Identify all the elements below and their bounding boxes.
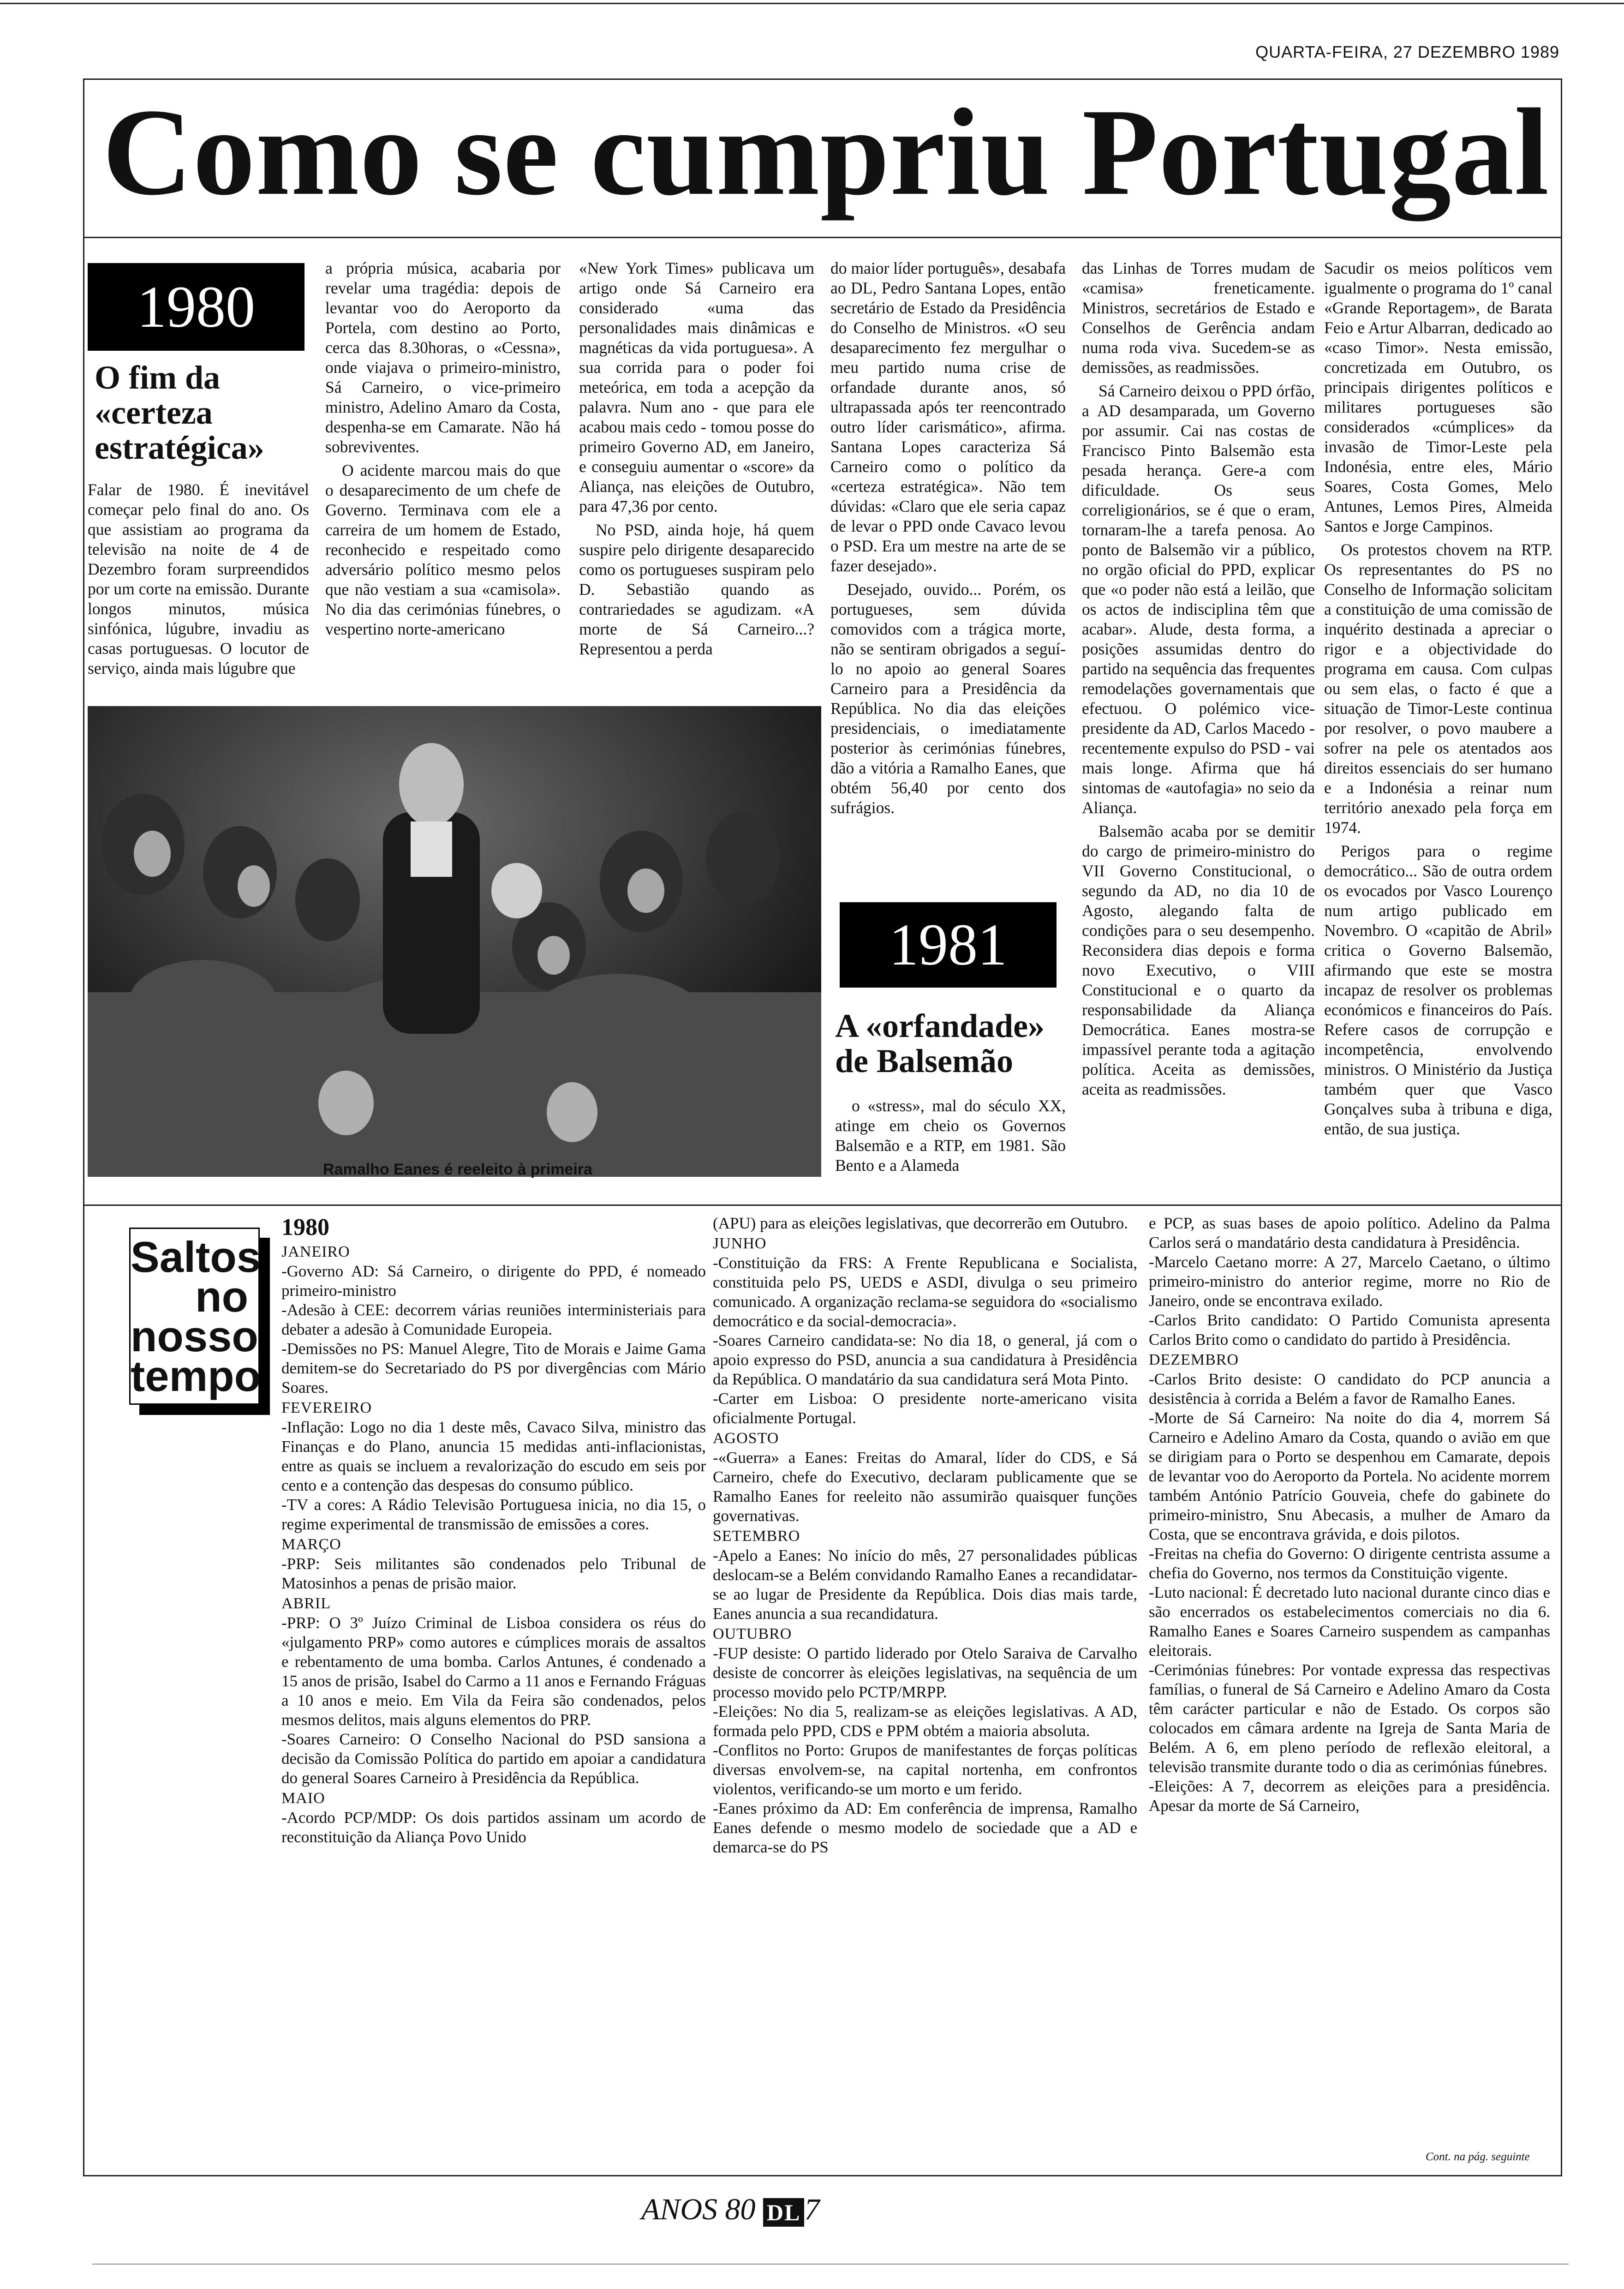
- timeline-item: -Conflitos no Porto: Grupos de manifestantes de forças políticas diversas envolvem-se, na capital nortenha, em confrontos violentos, verificando-se um morto e um ferido.: [713, 1741, 1137, 1798]
- paragraph: Perigos para o regime democrático... São de outra ordem os evocados por Vasco Lourenço num artigo publicado em Novembro. O «capitão de Abril» critica o Governo Balsemão, afirmando que este se mostra incapaz de resolver os problemas económicos e financeiros do País. Refere casos de corrupção e incompetência, envolvendo ministros. O Ministério da Justiça também quer que Vasco Gonçalves suba à tribuna e diga, então, de sua justiça.: [1324, 842, 1552, 1138]
- timeline-item: e PCP, as suas bases de apoio político. Adelino da Palma Carlos será o mandatário desta candidatura à Presidência.: [1149, 1214, 1550, 1252]
- year-box-1980: 1980: [88, 263, 304, 351]
- dateline: QUARTA-FEIRA, 27 DEZEMBRO 1989: [1255, 42, 1559, 61]
- article-column-3: [579, 258, 814, 692]
- timeline-item: -«Guerra» a Eanes: Freitas do Amaral, líder do CDS, e Sá Carneiro, chefe do Executivo, declaram publicamente que se Ramalho Eanes for reeleito não assumirão quaisquer funções governativas.: [713, 1449, 1137, 1525]
- paragraph: a própria música, acabaria por revelar uma tragédia: depois de levantar voo do Aeroporto da Portela, com destino ao Porto, cerca das 8.30horas, o «Cessna», onde viajava o primeiro-ministro, Sá Carneiro, o vice-primeiro ministro, Adelino Amaro da Costa, despenha-se em Camarate. Não há sobreviventes.: [325, 259, 561, 456]
- saltos-title-line: Saltos: [131, 1233, 261, 1281]
- timeline-item: -Carlos Brito candidato: O Partido Comunista apresenta Carlos Brito como o candidato do partido à Presidência.: [1149, 1311, 1550, 1348]
- paragraph: «New York Times» publicava um artigo onde Sá Carneiro era considerado «uma das personalidades mais dinâmicas e magnéticas da vida portuguesa». A sua corrida para o poder foi meteórica, em toda a acepção da palavra. Num ano - que para ele acabou mais cedo - tomou posse do primeiro Governo AD, em Janeiro, e conseguiu aumentar o «score» da Aliança, nas eleições de Outubro, para 47,36 por cento.: [579, 259, 814, 515]
- timeline-column-2: [713, 1214, 1137, 2164]
- continued-note: Cont. na pág. seguinte: [1426, 2151, 1530, 2163]
- paragraph: Balsemão acaba por se demitir do cargo de primeiro-ministro do VII Governo Constitucional, o segundo da AD, no dia 10 de Agosto, alegando falta de condições para o seu desempenho. Reconsidera dias depois e forma novo Executivo, o VIII Constitucional e o quarto da responsabilidade da Aliança Democrática. Eanes mostra-se impassível perante toda a agitação política. Aceita as demissões, aceita as readmissões.: [1082, 822, 1315, 1098]
- timeline-month: OUTUBRO: [713, 1625, 792, 1642]
- paragraph: Desejado, ouvido... Porém, os portugueses, sem dúvida comovidos com a trágica morte, não se sentiram obrigados a seguí-lo no apoio ao general Soares Carneiro para a Presidência da República. No dia das eleições presidenciais, o imediatamente posterior às cerimónias fúnebres, dão a vitória a Ramalho Eanes, que obtém 56,40 por cento dos sufrágios.: [830, 580, 1066, 817]
- timeline-item: -Carter em Lisboa: O presidente norte-americano visita oficialmente Portugal.: [713, 1390, 1137, 1427]
- article-column-5: [1082, 258, 1315, 1191]
- timeline-item: -Carlos Brito desiste: O candidato do PCP anuncia a desistência à corrida a Belém a favor de Ramalho Eanes.: [1149, 1370, 1550, 1408]
- timeline-month: MAIO: [281, 1790, 325, 1807]
- page-footer: [641, 2192, 819, 2227]
- timeline-month: JUNHO: [713, 1235, 767, 1252]
- timeline-item: -Demissões no PS: Manuel Alegre, Tito de Morais e Jaime Gama demitem-se do Secretariado do PS por divergências com Mário Soares.: [281, 1340, 706, 1396]
- timeline-item: -TV a cores: A Rádio Televisão Portuguesa inicia, no dia 15, o regime experimental de transmissão de emissões a cores.: [281, 1496, 706, 1533]
- news-photo: [88, 706, 821, 1177]
- top-rule: [0, 3, 1624, 4]
- article-column-4: [830, 258, 1066, 863]
- headline: Como se cumpriu Portugal: [102, 83, 1550, 221]
- article-column-1: [88, 480, 309, 692]
- timeline-column-3: [1149, 1214, 1550, 2146]
- paragraph: o «stress», mal do século XX, atinge em cheio os Governos Balsemão e a RTP, em 1981. São Bento e a Alameda: [835, 1097, 1066, 1174]
- page-number: 7: [804, 2193, 820, 2226]
- timeline-item: -Soares Carneiro candidata-se: No dia 18, o general, já com o apoio expresso do PSD, anuncia a sua candidatura à Presidência da República. O mandatário da sua candidatura será Mota Pinto.: [713, 1331, 1137, 1388]
- saltos-title-line: nosso: [131, 1312, 258, 1360]
- timeline-item: -Apelo a Eanes: No início do mês, 27 personalidades públicas deslocam-se a Belém convidando Ramalho Eanes a recandidatar-se ao lugar de Presidente da República. Dois dias mais tarde, Eanes anuncia a sua recandidatura.: [713, 1546, 1137, 1623]
- timeline-month: ABRIL: [281, 1595, 331, 1612]
- timeline-month: JANEIRO: [281, 1243, 350, 1260]
- timeline-item: (APU) para as eleições legislativas, que decorrerão em Outubro.: [713, 1214, 1128, 1232]
- footer-section: ANOS 80: [641, 2193, 756, 2226]
- timeline-item: -PRP: Seis militantes são condenados pelo Tribunal de Matosinhos a penas de prisão maior.: [281, 1555, 706, 1592]
- year-box-1981: 1981: [840, 902, 1057, 988]
- paragraph: No PSD, ainda hoje, há quem suspire pelo dirigente desaparecido como os portugueses suspiram pelo D. Sebastião quando as contrariedades se agudizam. «A morte de Sá Carneiro...? Representou a perda: [579, 521, 814, 658]
- timeline-item: -Constituição da FRS: A Frente Republicana e Socialista, constituida pelo PS, UEDS e ASDI, divulga o seu primeiro comunicado. A organização reclama-se seguidora do «socialismo democrático e da social-democracia».: [713, 1254, 1137, 1330]
- timeline-item: -Eleições: A 7, decorrem as eleições para a presidência. Apesar da morte de Sá Carneiro,: [1149, 1777, 1550, 1815]
- timeline-month: AGOSTO: [713, 1430, 779, 1447]
- timeline-month: FEVEREIRO: [281, 1399, 372, 1416]
- saltos-title-line: tempo: [131, 1352, 261, 1400]
- paragraph: O acidente marcou mais do que o desaparecimento de um chefe de Governo. Terminava com ele a carreira de um homem de Estado, reconhecido e respeitado como adversário político mesmo pelos que não vestiam a sua «camisola». No dia das cerimónias fúnebres, o vespertino norte-americano: [325, 461, 561, 638]
- saltos-title-box: [129, 1228, 260, 1405]
- article-column-2: [325, 258, 561, 692]
- timeline-column-1: [281, 1214, 706, 2164]
- timeline-item: -Luto nacional: É decretado luto nacional durante cinco dias e são encerrados os estabelecimentos comerciais no dia 6. Ramalho Eanes e Soares Carneiro suspendem as campanhas eleitorais.: [1149, 1583, 1550, 1660]
- timeline-item: -Adesão à CEE: decorrem várias reuniões interministeriais para debater a adesão à Comunidade Europeia.: [281, 1301, 706, 1338]
- paragraph: Sá Carneiro deixou o PPD órfão, a AD desamparada, um Governo por assumir. Cai nas costas de Francisco Pinto Balsemão esta pesada herança. Gere-a com dificuldade. Os seus correligionários, se é que o eram, tornaram-lhe a tarefa penosa. Ao ponto de Balsemão vir a público, no orgão oficial do PPD, explicar que «o poder não está a leilão, que os actos de indisciplina têm que acabar». Alude, desta forma, a posições assumidas dentro do partido na sequência das frequentes remodelações governamentais que efectuou. O polémico vice-presidente da AD, Carlos Macedo - recentemente expulso do PSD - vai mais longe. Afirma que há sintomas de «autofagia» no seio da Aliança.: [1082, 382, 1315, 817]
- paragraph: Os protestos chovem na RTP. Os representantes do PS no Conselho de Informação solicitam a constituição de uma comissão de inquérito destinada a apreciar o rigor e a objectividade do programa em causa. Com culpas ou sem elas, o facto é que a situação de Timor-Leste continua por resolver, o povo maubere a sofrer na pele os atentados aos direitos essenciais do ser humano e a Indonésia a reinar num território anexado pela força em 1974.: [1324, 540, 1552, 837]
- bottom-rule: [92, 2264, 1569, 2265]
- photo-caption: Ramalho Eanes é reeleito à primeira: [323, 1161, 592, 1178]
- timeline-item: -Acordo PCP/MDP: Os dois partidos assinam um acordo de reconstituição da Aliança Povo Unido: [281, 1809, 706, 1846]
- section-title-1981: A «orfandade» de Balsemão: [835, 1007, 1045, 1079]
- timeline-month: MARÇO: [281, 1536, 341, 1553]
- timeline-month: SETEMBRO: [713, 1528, 800, 1545]
- timeline-item: -Marcelo Caetano morre: A 27, Marcelo Caetano, o último primeiro-ministro do anterior regime, morre no Rio de Janeiro, onde se encontrava exilado.: [1149, 1253, 1550, 1310]
- paragraph: Sacudir os meios políticos vem igualmente o programa do 1º canal «Grande Reportagem», de Barata Feio e Artur Albarran, dedicado ao «caso Timor». Nesta emissão, concretizada em Outubro, os principais dirigentes políticos e militares portugueses são considerados «cúmplices» da invasão de Timor-Leste pela Indonésia, entre eles, Mário Soares, Costa Gomes, Melo Antunes, Lemos Pires, Almeida Santos e Jorge Campinos.: [1324, 259, 1552, 535]
- article-column-6: [1324, 258, 1552, 1191]
- timeline-item: -Eleições: No dia 5, realizam-se as eleições legislativas. A AD, formada pelo PPD, CDS e PPM obtém a maioria absoluta.: [713, 1702, 1137, 1740]
- paragraph: Falar de 1980. É inevitável começar pelo final do ano. Os que assistiam ao programa da televisão na noite de 4 de Dezembro foram surpreendidos por um corte na emissão. Durante longos minutos, música sinfónica, lúgubre, invadiu as casas portuguesas. O locutor de serviço, ainda mais lúgubre que: [88, 480, 309, 677]
- paragraph: do maior líder português», desabafa ao DL, Pedro Santana Lopes, então secretário de Estado da Presidência do Conselho de Ministros. «O seu desaparecimento fez mergulhar o meu partido numa crise de orfandade durante anos, só ultrapassada após ter reencontrado outro líder carismático», afirma. Santana Lopes caracteriza Sá Carneiro como o político da «certeza estratégica». Não tem dúvidas: «Claro que ele seria capaz de levar o PPD onde Cavaco levou o PSD. Era um mestre na arte de se fazer desejado».: [830, 259, 1066, 575]
- timeline-item: -PRP: O 3º Juízo Criminal de Lisboa considera os réus do «julgamento PRP» como autores e cúmplices morais de assaltos e rebentamento de uma bomba. Carlos Antunes, é condenado a 15 anos de prisão, Isabel do Carmo a 11 anos e Fernando Fráguas a 10 anos e meio. Em Vila da Feira são condenados, pelos mesmos delitos, mais alguns elementos do PRP.: [281, 1614, 706, 1729]
- article-column-4b: [835, 1096, 1066, 1188]
- section-title-1980: O fim da «certeza estratégica»: [95, 359, 264, 466]
- timeline-item: -Freitas na chefia do Governo: O dirigente centrista assume a chefia do Governo, nos termos da Constituição vigente.: [1149, 1545, 1550, 1582]
- crowd-photo-illustration: [88, 706, 821, 1177]
- timeline-year: 1980: [281, 1214, 329, 1240]
- timeline-item: -Eanes próximo da AD: Em conferência de imprensa, Ramalho Eanes defende o mesmo modelo de sociedade que a AD e demarca-se do PS: [713, 1799, 1137, 1856]
- timeline-item: -FUP desiste: O partido liderado por Otelo Saraiva de Carvalho desiste de concorrer às eleições legislativas, na sequência de um processo movido pelo PCTP/MRPP.: [713, 1644, 1137, 1701]
- timeline-item: -Morte de Sá Carneiro: Na noite do dia 4, morrem Sá Carneiro e Adelino Amaro da Costa, quando o avião em que se dirigiam para o Porto se despenhou em Camarate, depois de levantar voo do Aeroporto da Portela. No acidente morrem também António Patrício Gouveia, chefe do gabinete do primeiro-ministro, Snu Abecasis, a mulher de Amaro da Costa, que se encontrava grávida, e dois pilotos.: [1149, 1409, 1550, 1543]
- timeline-item: -Governo AD: Sá Carneiro, o dirigente do PPD, é nomeado primeiro-ministro: [281, 1262, 706, 1300]
- dl-logo: DL: [763, 2198, 804, 2227]
- timeline-item: -Cerimónias fúnebres: Por vontade expressa das respectivas famílias, o funeral de Sá Carneiro e Adelino Amaro da Costa têm carácter particular e não de Estado. Os corpos são colocados em câmara ardente na Igreja de Santa Maria de Belém. A 6, em pleno período de reflexão eleitoral, a televisão transmite durante todo o dia as cerimónias fúnebres.: [1149, 1661, 1550, 1776]
- paragraph: das Linhas de Torres mudam de «camisa» freneticamente. Ministros, secretários de Estado e Conselhos de Gerência andam numa roda viva. Sucedem-se as demissões, as readmissões.: [1082, 259, 1315, 377]
- timeline-month: DEZEMBRO: [1149, 1351, 1239, 1368]
- timeline-item: -Inflação: Logo no dia 1 deste mês, Cavaco Silva, ministro das Finanças e do Plano, anuncia 15 medidas anti-inflacionistas, entre as quais se incluem a revalorização do escudo em seis por cento e a contenção das despesas do consumo público.: [281, 1418, 706, 1494]
- saltos-title-line: no: [195, 1272, 248, 1321]
- timeline-item: -Soares Carneiro: O Conselho Nacional do PSD sansiona a decisão da Comissão Política do partido em apoiar a candidatura do general Soares Carneiro à Presidência da República.: [281, 1730, 706, 1787]
